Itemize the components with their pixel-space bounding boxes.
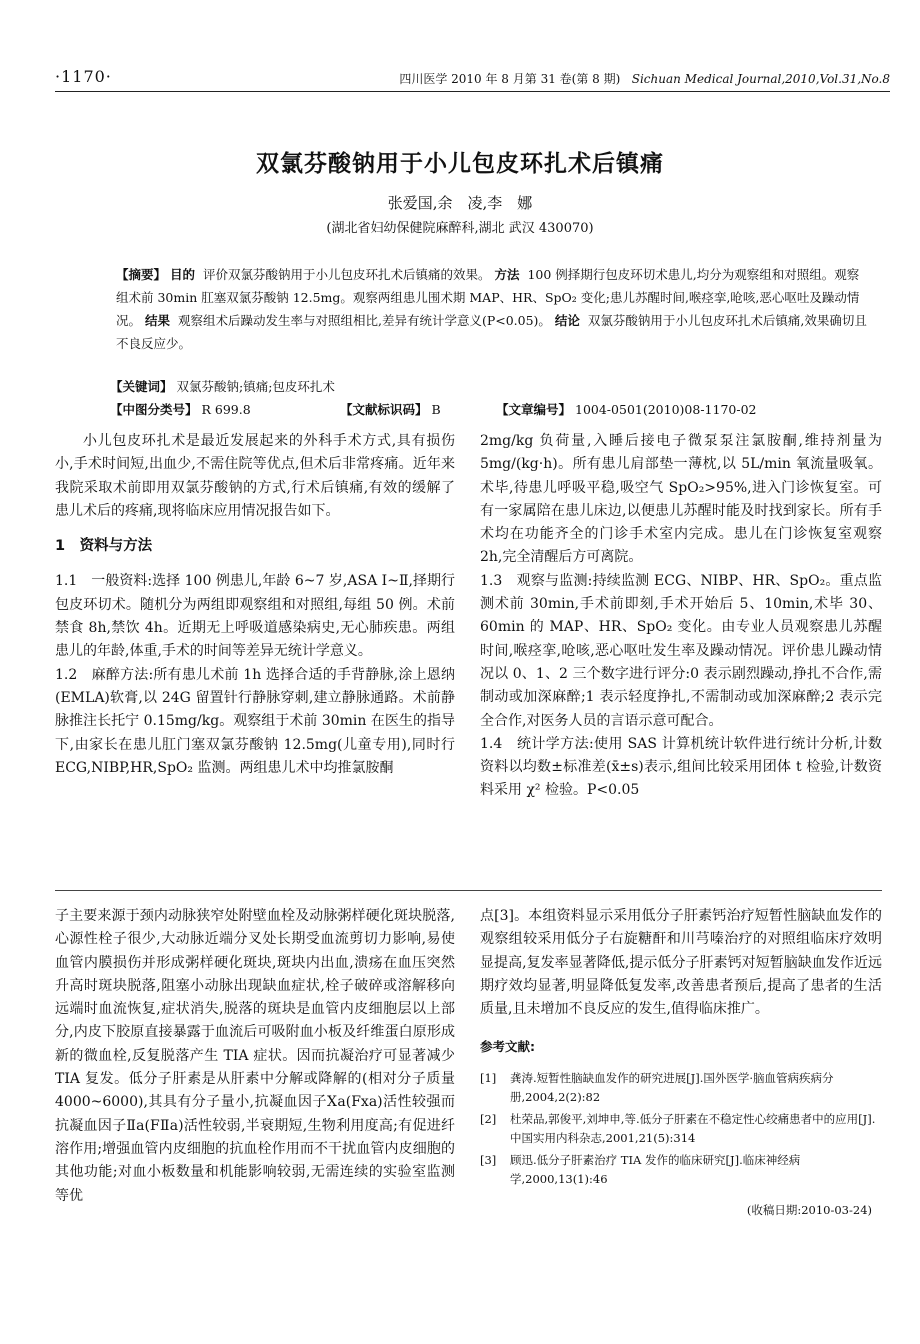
abstract-label: 【摘要】 (116, 267, 167, 282)
doc-code-label: 【文献标识码】 (340, 402, 428, 417)
subsection-1-3: 1.3 观察与监测:持续监测 ECG、NIBP、HR、SpO₂。重点监测术前 30min,手术前即刻,手术开始后 5、10min,术毕 30、60min 的 MAP、HR、SpO₂ 变化。由专业人员观察患儿苏醒时间,喉痉挛,呛咳,恶心呕吐发生率及躁动情况。评价患儿躁动情况以 0、1、2 三个数字进行评分:0 表示剧烈躁动,挣扎不合作,需制动或加深麻醉;1 表示轻度挣扎,不需制动或加深麻醉;2 表示完全合作,对医务人员的言语示意可配合。 (480, 572, 882, 729)
continued-paragraph: 2mg/kg 负荷量,入睡后接电子微泵泵注氯胺酮,维持剂量为 5mg/(kg·h)。所有患儿肩部垫一薄枕,以 5L/min 氧流量吸氧。术毕,待患儿呼吸平稳,吸空气 SpO₂>95%,进入门诊恢复室。可有一家属陪在患儿床边,以便患儿苏醒时能及时找到家长。所有手术均在功能齐全的门诊手术室内完成。患儿在门诊恢复室观察 2h,完全清醒后方可离院。 (480, 433, 882, 566)
journal-en: Sichuan Medical Journal,2010,Vol.31,No.8 (631, 72, 890, 86)
subsection-1-1: 1.1 一般资料:选择 100 例患儿,年龄 6~7 岁,ASA Ⅰ~Ⅱ,择期行包皮环切术。随机分为两组即观察组和对照组,每组 50 例。术前禁食 8h,禁饮 4h。近期无上呼吸道感染病史,无心肺疾患。两组患儿的年龄,体重,手术的时间等差异无统计学意义。 (55, 573, 455, 660)
left-column-lower (55, 905, 455, 1208)
doc-code-value: B (431, 402, 441, 417)
abstract (88, 263, 868, 355)
reference-number: [3] (480, 1152, 497, 1167)
authors: 张爱国,余 凌,李 娜 (387, 194, 533, 212)
references-list (480, 1069, 882, 1189)
article-no-value: 1004-0501(2010)08-1170-02 (575, 402, 757, 417)
conclusion-label: 结论 (554, 313, 580, 328)
received-date: (收稿日期:2010-03-24) (746, 1202, 872, 1217)
intro-paragraph: 小儿包皮环扎术是最近发展起来的外科手术方式,具有损伤小,手术时间短,出血少,不需住院等优点,但术后非常疼痛。近年来我院采取术前即用双氯芬酸钠的方式,行术后镇痛,有效的缓解了患儿术后的疼痛,现将临床应用情况报告如下。 (55, 433, 455, 519)
reference-text: 顾迅.低分子肝素治疗 TIA 发作的临床研究[J].临床神经病学,2000,13(1):46 (510, 1152, 801, 1186)
results-label: 结果 (145, 313, 171, 328)
left-column-upper (55, 430, 455, 780)
section-divider (55, 890, 882, 891)
references-title: 参考文献: (480, 1039, 535, 1055)
clc-value: R 699.8 (201, 402, 251, 417)
methods-text: 100 例择期行包皮环切术患儿,均分为观察组和对照组。观察组术前 30min 肛塞双氯芬酸钠 12.5mg。观察两组患儿围术期 MAP、HR、SpO₂ 变化;患儿苏醒时间,喉痉挛,呛咳,恶心呕吐及躁动情况。 (116, 267, 860, 328)
conclusion-text: 双氯芬酸钠用于小儿包皮环扎术后镇痛,效果确切且不良反应少。 (116, 313, 867, 351)
section-heading-methods: 1 资料与方法 (55, 538, 153, 555)
journal-info (399, 70, 890, 87)
reference-number: [1] (480, 1070, 497, 1085)
reference-text: 龚涛.短暂性脑缺血发作的研究进展[J].国外医学·脑血管病疾病分册,2004,2(2):82 (510, 1070, 834, 1104)
discussion-continued: 子主要来源于颈内动脉狭窄处附壁血栓及动脉粥样硬化斑块脱落,心源性栓子很少,大动脉近端分叉处长期受血流剪切力影响,易使血管内膜损伤并形成粥样硬化斑块,斑块内出血,溃疡在血压突然升高时斑块脱落,阻塞小动脉出现缺血症状,栓子破碎或溶解移向远端时血流恢复,症状消失,脱落的斑块是血管内皮细胞层以上部分,内皮下胶原直接暴露于血流后可吸附血小板及纤维蛋白原形成新的微血栓,反复脱落产生 TIA 症状。因而抗凝治疗可显著减少 TIA 复发。低分子肝素是从肝素中分解或降解的(相对分子质量 4000~6000),其具有分子量小,抗凝血因子Ⅹa(Fxa)活性较强而抗凝血因子Ⅱa(FⅡa)活性较弱,半衰期短,生物利用度高;有促进纤溶作用;增强血管内皮细胞的抗血栓作用而不干扰血管内皮细胞的其他功能;对血小板数量和机能影响较弱,无需连续的实验室监测等优 (55, 908, 455, 1204)
classification-row (110, 398, 870, 421)
objective-text: 评价双氯芬酸钠用于小儿包皮环扎术后镇痛的效果。 (202, 267, 491, 282)
subsection-1-4: 1.4 统计学方法:使用 SAS 计算机统计软件进行统计分析,计数资料以均数±标准差(x̄±s)表示,组间比较采用团体 t 检验,计数资料采用 χ² 检验。P<0.05 (480, 735, 882, 799)
reference-item (480, 1069, 882, 1107)
running-header (55, 64, 890, 92)
methods-label: 方法 (494, 267, 520, 282)
journal-cn: 四川医学 2010 年 8 月第 31 卷(第 8 期) (399, 72, 621, 86)
page-number: ·1170· (55, 67, 112, 86)
affiliation: (湖北省妇幼保健院麻醉科,湖北 武汉 430070) (326, 221, 594, 236)
results-text: 观察组术后躁动发生率与对照组相比,差异有统计学意义(P<0.05)。 (177, 313, 551, 328)
keywords-row (110, 375, 870, 398)
article-title: 双氯芬酸钠用于小儿包皮环扎术后镇痛 (256, 151, 664, 177)
keywords-label: 【关键词】 (110, 379, 173, 394)
reference-number: [2] (480, 1111, 497, 1126)
reference-text: 杜荣品,郭俊平,刘坤申,等.低分子肝素在不稳定性心绞痛患者中的应用[J].中国实用内科杂志,2001,21(5):314 (510, 1111, 876, 1145)
discussion-conclusion: 点[3]。本组资料显示采用低分子肝素钙治疗短暂性脑缺血发作的观察组较采用低分子右旋糖酐和川芎嗪治疗的对照组临床疗效明显提高,复发率显著降低,提示低分子肝素钙对短暂脑缺血发作近远期疗效均显著,明显降低复发率,改善患者预后,提高了患者的生活质量,且未增加不良反应的发生,值得临床推广。 (480, 908, 882, 1018)
reference-item (480, 1151, 882, 1189)
abstract-body (88, 263, 868, 355)
reference-item (480, 1110, 882, 1148)
clc-label: 【中图分类号】 (110, 402, 198, 417)
keywords: 双氯芬酸钠;镇痛;包皮环扎术 (176, 379, 335, 394)
right-column-upper (480, 430, 882, 803)
article-no-label: 【文章编号】 (496, 402, 572, 417)
objective-label: 目的 (170, 267, 196, 282)
right-column-lower (480, 905, 882, 1222)
article-meta (110, 375, 870, 421)
subsection-1-2: 1.2 麻醉方法:所有患儿术前 1h 选择合适的手背静脉,涂上恩纳(EMLA)软膏,以 24G 留置针行静脉穿刺,建立静脉通路。术前静脉推注长托宁 0.15mg/kg。观察组于术前 30min 在医生的指导下,由家长在患儿肛门塞双氯芬酸钠 12.5mg(儿童专用),同时行 ECG,NIBP,HR,SpO₂ 监测。两组患儿术中均推氯胺酮 (55, 666, 455, 776)
